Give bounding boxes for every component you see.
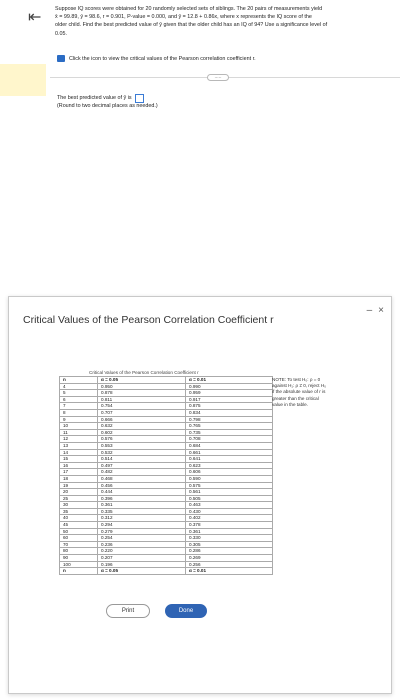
cell-n: 18: [60, 475, 98, 482]
cell-alpha-005: 0.468: [98, 475, 186, 482]
cell-n: 45: [60, 522, 98, 529]
cell-n: 19: [60, 482, 98, 489]
cell-n: 35: [60, 508, 98, 515]
cell-alpha-005: 0.950: [98, 383, 186, 390]
cell-alpha-005: 0.532: [98, 449, 186, 456]
table-row: [60, 462, 273, 469]
cell-alpha-005: 0.602: [98, 429, 186, 436]
table-row: [60, 561, 273, 568]
cell-n: 4: [60, 383, 98, 390]
cell-alpha-001: 0.623: [186, 462, 273, 469]
table-footer-row: [60, 568, 273, 575]
cell-alpha-005: 0.632: [98, 423, 186, 430]
cell-n: 60: [60, 535, 98, 542]
cell-alpha-001: 0.378: [186, 522, 273, 529]
cell-n: 20: [60, 489, 98, 496]
note-line: value in the table.: [272, 401, 309, 407]
table-row: [60, 535, 273, 542]
cell-alpha-005: 0.396: [98, 495, 186, 502]
cell-alpha-005: 0.444: [98, 489, 186, 496]
table-row: [60, 482, 273, 489]
note-line: greater than the critical: [272, 395, 319, 401]
answer-input[interactable]: [135, 94, 144, 103]
critical-values-dialog: [8, 296, 392, 694]
question-text: [55, 5, 390, 38]
cell-alpha-005: 0.220: [98, 548, 186, 555]
hint-text: Click the icon to view the critical values of the Pearson correlation coefficient r.: [69, 55, 256, 62]
dialog-controls: [367, 305, 384, 316]
table-row: [60, 409, 273, 416]
table-row: [60, 403, 273, 410]
critical-values-table-wrap: [59, 369, 273, 575]
table-row: [60, 508, 273, 515]
cell-n: 30: [60, 502, 98, 509]
print-button[interactable]: Print: [106, 604, 150, 618]
footer-n: n: [60, 568, 98, 575]
table-row: [60, 396, 273, 403]
critical-values-table: [59, 376, 273, 575]
answer-section: [57, 94, 158, 110]
table-row: [60, 489, 273, 496]
table-row: [60, 469, 273, 476]
expand-ellipsis-button[interactable]: .....: [207, 74, 229, 81]
question-highlight: [0, 64, 46, 96]
cell-alpha-001: 0.590: [186, 475, 273, 482]
table-row: [60, 528, 273, 535]
cell-alpha-005: 0.312: [98, 515, 186, 522]
table-row: [60, 522, 273, 529]
cell-alpha-001: 0.917: [186, 396, 273, 403]
table-row: [60, 495, 273, 502]
footer-alpha-005: α = 0.05: [98, 568, 186, 575]
cell-alpha-005: 0.335: [98, 508, 186, 515]
cell-alpha-005: 0.576: [98, 436, 186, 443]
cell-n: 80: [60, 548, 98, 555]
cell-alpha-001: 0.959: [186, 390, 273, 397]
dialog-title: Critical Values of the Pearson Correlation Coefficient r: [23, 314, 274, 326]
cell-alpha-001: 0.505: [186, 495, 273, 502]
cell-alpha-001: 0.606: [186, 469, 273, 476]
cell-alpha-005: 0.811: [98, 396, 186, 403]
answer-instruction: (Round to two decimal places as needed.): [57, 103, 158, 109]
cell-n: 70: [60, 541, 98, 548]
cell-alpha-001: 0.463: [186, 502, 273, 509]
table-row: [60, 390, 273, 397]
cell-n: 50: [60, 528, 98, 535]
cell-alpha-001: 0.684: [186, 442, 273, 449]
cell-alpha-001: 0.661: [186, 449, 273, 456]
cell-alpha-005: 0.514: [98, 456, 186, 463]
footer-alpha-001: α = 0.01: [186, 568, 273, 575]
cell-alpha-001: 0.561: [186, 489, 273, 496]
note-line: if the absolute value of r is: [272, 389, 326, 395]
cell-alpha-001: 0.708: [186, 436, 273, 443]
cell-alpha-001: 0.430: [186, 508, 273, 515]
cell-n: 90: [60, 555, 98, 562]
cell-n: 16: [60, 462, 98, 469]
cell-n: 12: [60, 436, 98, 443]
table-header-row: [60, 377, 273, 384]
cell-n: 5: [60, 390, 98, 397]
cell-alpha-005: 0.294: [98, 522, 186, 529]
cell-n: 8: [60, 409, 98, 416]
cell-alpha-005: 0.878: [98, 390, 186, 397]
cell-alpha-005: 0.707: [98, 409, 186, 416]
cell-n: 13: [60, 442, 98, 449]
table-row: [60, 502, 273, 509]
cell-alpha-001: 0.765: [186, 423, 273, 430]
cell-n: 7: [60, 403, 98, 410]
cell-n: 15: [60, 456, 98, 463]
cell-alpha-001: 0.575: [186, 482, 273, 489]
cell-alpha-001: 0.256: [186, 561, 273, 568]
cell-alpha-001: 0.361: [186, 528, 273, 535]
cell-alpha-001: 0.305: [186, 541, 273, 548]
table-row: [60, 515, 273, 522]
cell-alpha-005: 0.666: [98, 416, 186, 423]
table-row: [60, 555, 273, 562]
cell-alpha-001: 0.330: [186, 535, 273, 542]
cell-alpha-005: 0.553: [98, 442, 186, 449]
answer-prompt: The best predicted value of ŷ is: [57, 95, 132, 101]
cell-alpha-005: 0.279: [98, 528, 186, 535]
close-icon[interactable]: ×: [378, 305, 384, 316]
cell-alpha-005: 0.754: [98, 403, 186, 410]
cell-n: 100: [60, 561, 98, 568]
note-line: NOTE: To test H₀: ρ = 0: [272, 377, 321, 382]
cell-alpha-005: 0.497: [98, 462, 186, 469]
cell-alpha-001: 0.269: [186, 555, 273, 562]
cell-n: 6: [60, 396, 98, 403]
cell-alpha-001: 0.641: [186, 456, 273, 463]
question-line: x̄ = 99.89, ȳ = 98.6, r = 0.901, P-value = 0.000, and ŷ = 12.8 + 0.86x, where x represents the IQ score of the: [55, 14, 312, 21]
cell-alpha-001: 0.875: [186, 403, 273, 410]
cell-alpha-005: 0.361: [98, 502, 186, 509]
cell-n: 40: [60, 515, 98, 522]
cell-n: 25: [60, 495, 98, 502]
table-row: [60, 456, 273, 463]
table-row: [60, 475, 273, 482]
done-button[interactable]: Done: [165, 604, 207, 618]
cell-n: 10: [60, 423, 98, 430]
cell-n: 11: [60, 429, 98, 436]
table-row: [60, 383, 273, 390]
table-row: [60, 442, 273, 449]
cell-alpha-001: 0.402: [186, 515, 273, 522]
cell-n: 17: [60, 469, 98, 476]
note-line: against H₁: ρ ≠ 0, reject H₀: [272, 383, 327, 389]
back-arrow-icon[interactable]: ⇤: [28, 9, 42, 26]
cell-alpha-001: 0.286: [186, 548, 273, 555]
table-row: [60, 548, 273, 555]
cell-alpha-005: 0.456: [98, 482, 186, 489]
header-alpha-005: α = 0.05: [98, 377, 186, 384]
question-line: 0.05.: [55, 30, 67, 37]
critical-values-link[interactable]: [57, 55, 256, 62]
table-row: [60, 423, 273, 430]
header-n: n: [60, 377, 98, 384]
minimize-icon[interactable]: –: [366, 305, 373, 316]
cell-alpha-005: 0.482: [98, 469, 186, 476]
header-alpha-001: α = 0.01: [186, 377, 273, 384]
cell-alpha-005: 0.236: [98, 541, 186, 548]
table-caption: Critical Values of the Pearson Correlation Coefficient r: [89, 370, 199, 375]
question-line: older child. Find the best predicted value of ŷ given that the older child has an IQ of 94? Use a significance level of: [55, 22, 328, 29]
question-line: Suppose IQ scores were obtained for 20 randomly selected sets of siblings. The 20 pairs of measurements yield: [55, 6, 323, 12]
cell-n: 14: [60, 449, 98, 456]
cell-alpha-005: 0.207: [98, 555, 186, 562]
cell-n: 9: [60, 416, 98, 423]
cell-alpha-001: 0.990: [186, 383, 273, 390]
table-row: [60, 436, 273, 443]
cell-alpha-005: 0.254: [98, 535, 186, 542]
table-row: [60, 541, 273, 548]
table-note: [272, 377, 352, 408]
table-row: [60, 416, 273, 423]
cell-alpha-001: 0.798: [186, 416, 273, 423]
cell-alpha-005: 0.196: [98, 561, 186, 568]
table-icon[interactable]: [57, 55, 65, 62]
cell-alpha-001: 0.735: [186, 429, 273, 436]
table-body: [60, 383, 273, 568]
cell-alpha-001: 0.834: [186, 409, 273, 416]
table-row: [60, 449, 273, 456]
table-row: [60, 429, 273, 436]
